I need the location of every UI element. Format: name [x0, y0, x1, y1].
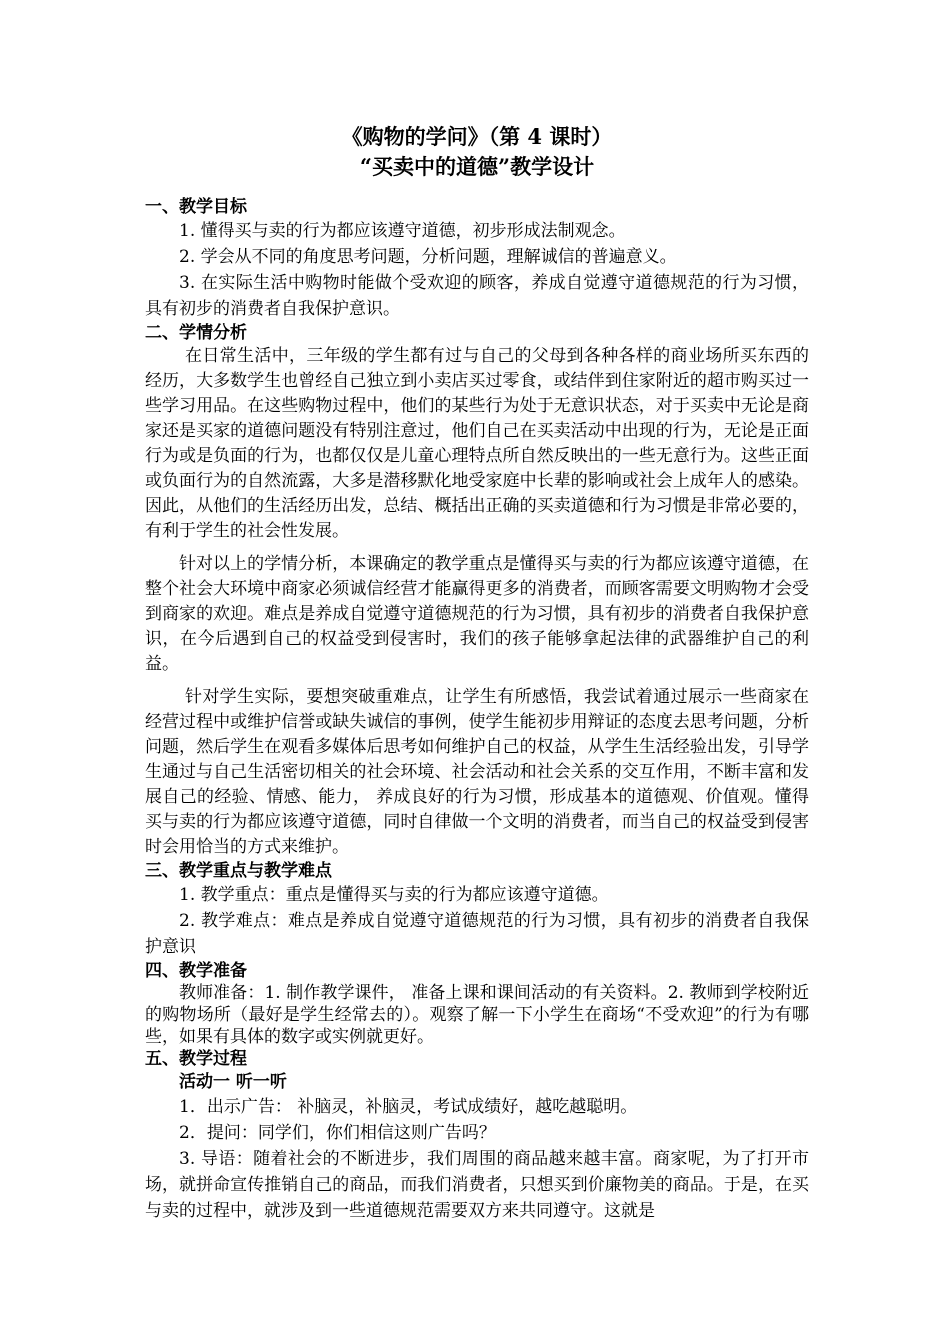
- document-body: [145, 122, 809, 1224]
- section-heading-objectives: 一、教学目标: [145, 197, 247, 217]
- section-heading-key-points: 三、教学重点与教学难点: [145, 861, 332, 881]
- key-point-item: 2. 教学难点：难点是养成自觉遵守道德规范的行为习惯，具有初步的消费者自我保护意识: [145, 911, 809, 957]
- key-point-item: 1. 教学重点：重点是懂得买与卖的行为都应该遵守道德。: [179, 885, 609, 905]
- analysis-paragraph: 在日常生活中，三年级的学生都有过与自己的父母到各种各样的商业场所买东西的经历，大多数学生也曾经自己独立到小卖店买过零食，或结伴到住家附近的超市购买过一些学习用品。在这些购物过程中，他们的某些行为处于无意识状态，对于买卖中无论是商家还是买家的道德问题没有特别注意过，他们自己在买卖活动中出现的行为，无论是正面行为或是负面的行为，也都仅仅是儿童心理特点所自然反映出的一些无意行为。这些正面或负面行为的自然流露，大多是潜移默化地受家庭中长辈的影响或社会上成年人的感染。因此，从他们的生活经历出发，总结、概括出正确的买卖道德和行为习惯是非常必要的，有利于学生的社会性发展。: [145, 346, 809, 541]
- document-title: 《购物的学问》（第 4 课时）: [341, 124, 613, 149]
- objective-item: 2. 学会从不同的角度思考问题，分析问题，理解诚信的普遍意义。: [179, 247, 677, 267]
- section-heading-analysis: 二、学情分析: [145, 323, 247, 343]
- section-heading-process: 五、教学过程: [145, 1049, 247, 1069]
- objective-item: 3. 在实际生活中购物时能做个受欢迎的顾客，养成自觉遵守道德规范的行为习惯，具有初步的消费者自我保护意识。: [145, 273, 809, 319]
- analysis-paragraph: 针对学生实际，要想突破重难点，让学生有所感悟，我尝试着通过展示一些商家在经营过程中或维护信誉或缺失诚信的事例，使学生能初步用辩证的态度去思考问题，分析问题，然后学生在观看多媒体后思考如何维护自己的权益，从学生生活经验出发，引导学生通过与自己生活密切相关的社会环境、社会活动和社会关系的交互作用，不断丰富和发展自己的经验、情感、能力， 养成良好的行为习惯，形成基本的道德观、价值观。懂得买与卖的行为都应该遵守道德，同时自律做一个文明的消费者，而当自己的权益受到侵害时会用恰当的方式来维护。: [145, 687, 809, 857]
- activity-title: 活动一 听一听: [179, 1072, 287, 1092]
- process-item: 2．提问：同学们，你们相信这则广告吗？: [179, 1123, 496, 1143]
- analysis-paragraph: 针对以上的学情分析，本课确定的教学重点是懂得买与卖的行为都应该遵守道德，在整个社会大环境中商家必须诚信经营才能赢得更多的消费者，而顾客需要文明购物才会受到商家的欢迎。难点是养成自觉遵守道德规范的行为习惯，具有初步的消费者自我保护意识，在今后遇到自己的权益受到侵害时，我们的孩子能够拿起法律的武器维护自己的利益。: [145, 554, 809, 674]
- section-heading-preparation: 四、教学准备: [145, 961, 247, 981]
- process-item: 3. 导语：随着社会的不断进步，我们周围的商品越来越丰富。商家呢，为了打开市场，就拼命宣传推销自己的商品，而我们消费者，只想买到价廉物美的商品。于是，在买与卖的过程中，就涉及到一些道德规范需要双方来共同遵守。这就是: [145, 1149, 809, 1221]
- process-item: 1．出示广告： 补脑灵，补脑灵，考试成绩好，越吃越聪明。: [179, 1097, 638, 1117]
- objective-item: 1. 懂得买与卖的行为都应该遵守道德，初步形成法制观念。: [179, 221, 626, 241]
- document-subtitle: “买卖中的道德”教学设计: [359, 154, 595, 179]
- preparation-paragraph: 教师准备：1. 制作教学课件， 准备上课和课间活动的有关资料。2. 教师到学校附近的购物场所（最好是学生经常去的）。观察了解一下小学生在商场“不受欢迎”的行为有哪些，如果有具体的数字或实例就更好。: [145, 983, 809, 1047]
